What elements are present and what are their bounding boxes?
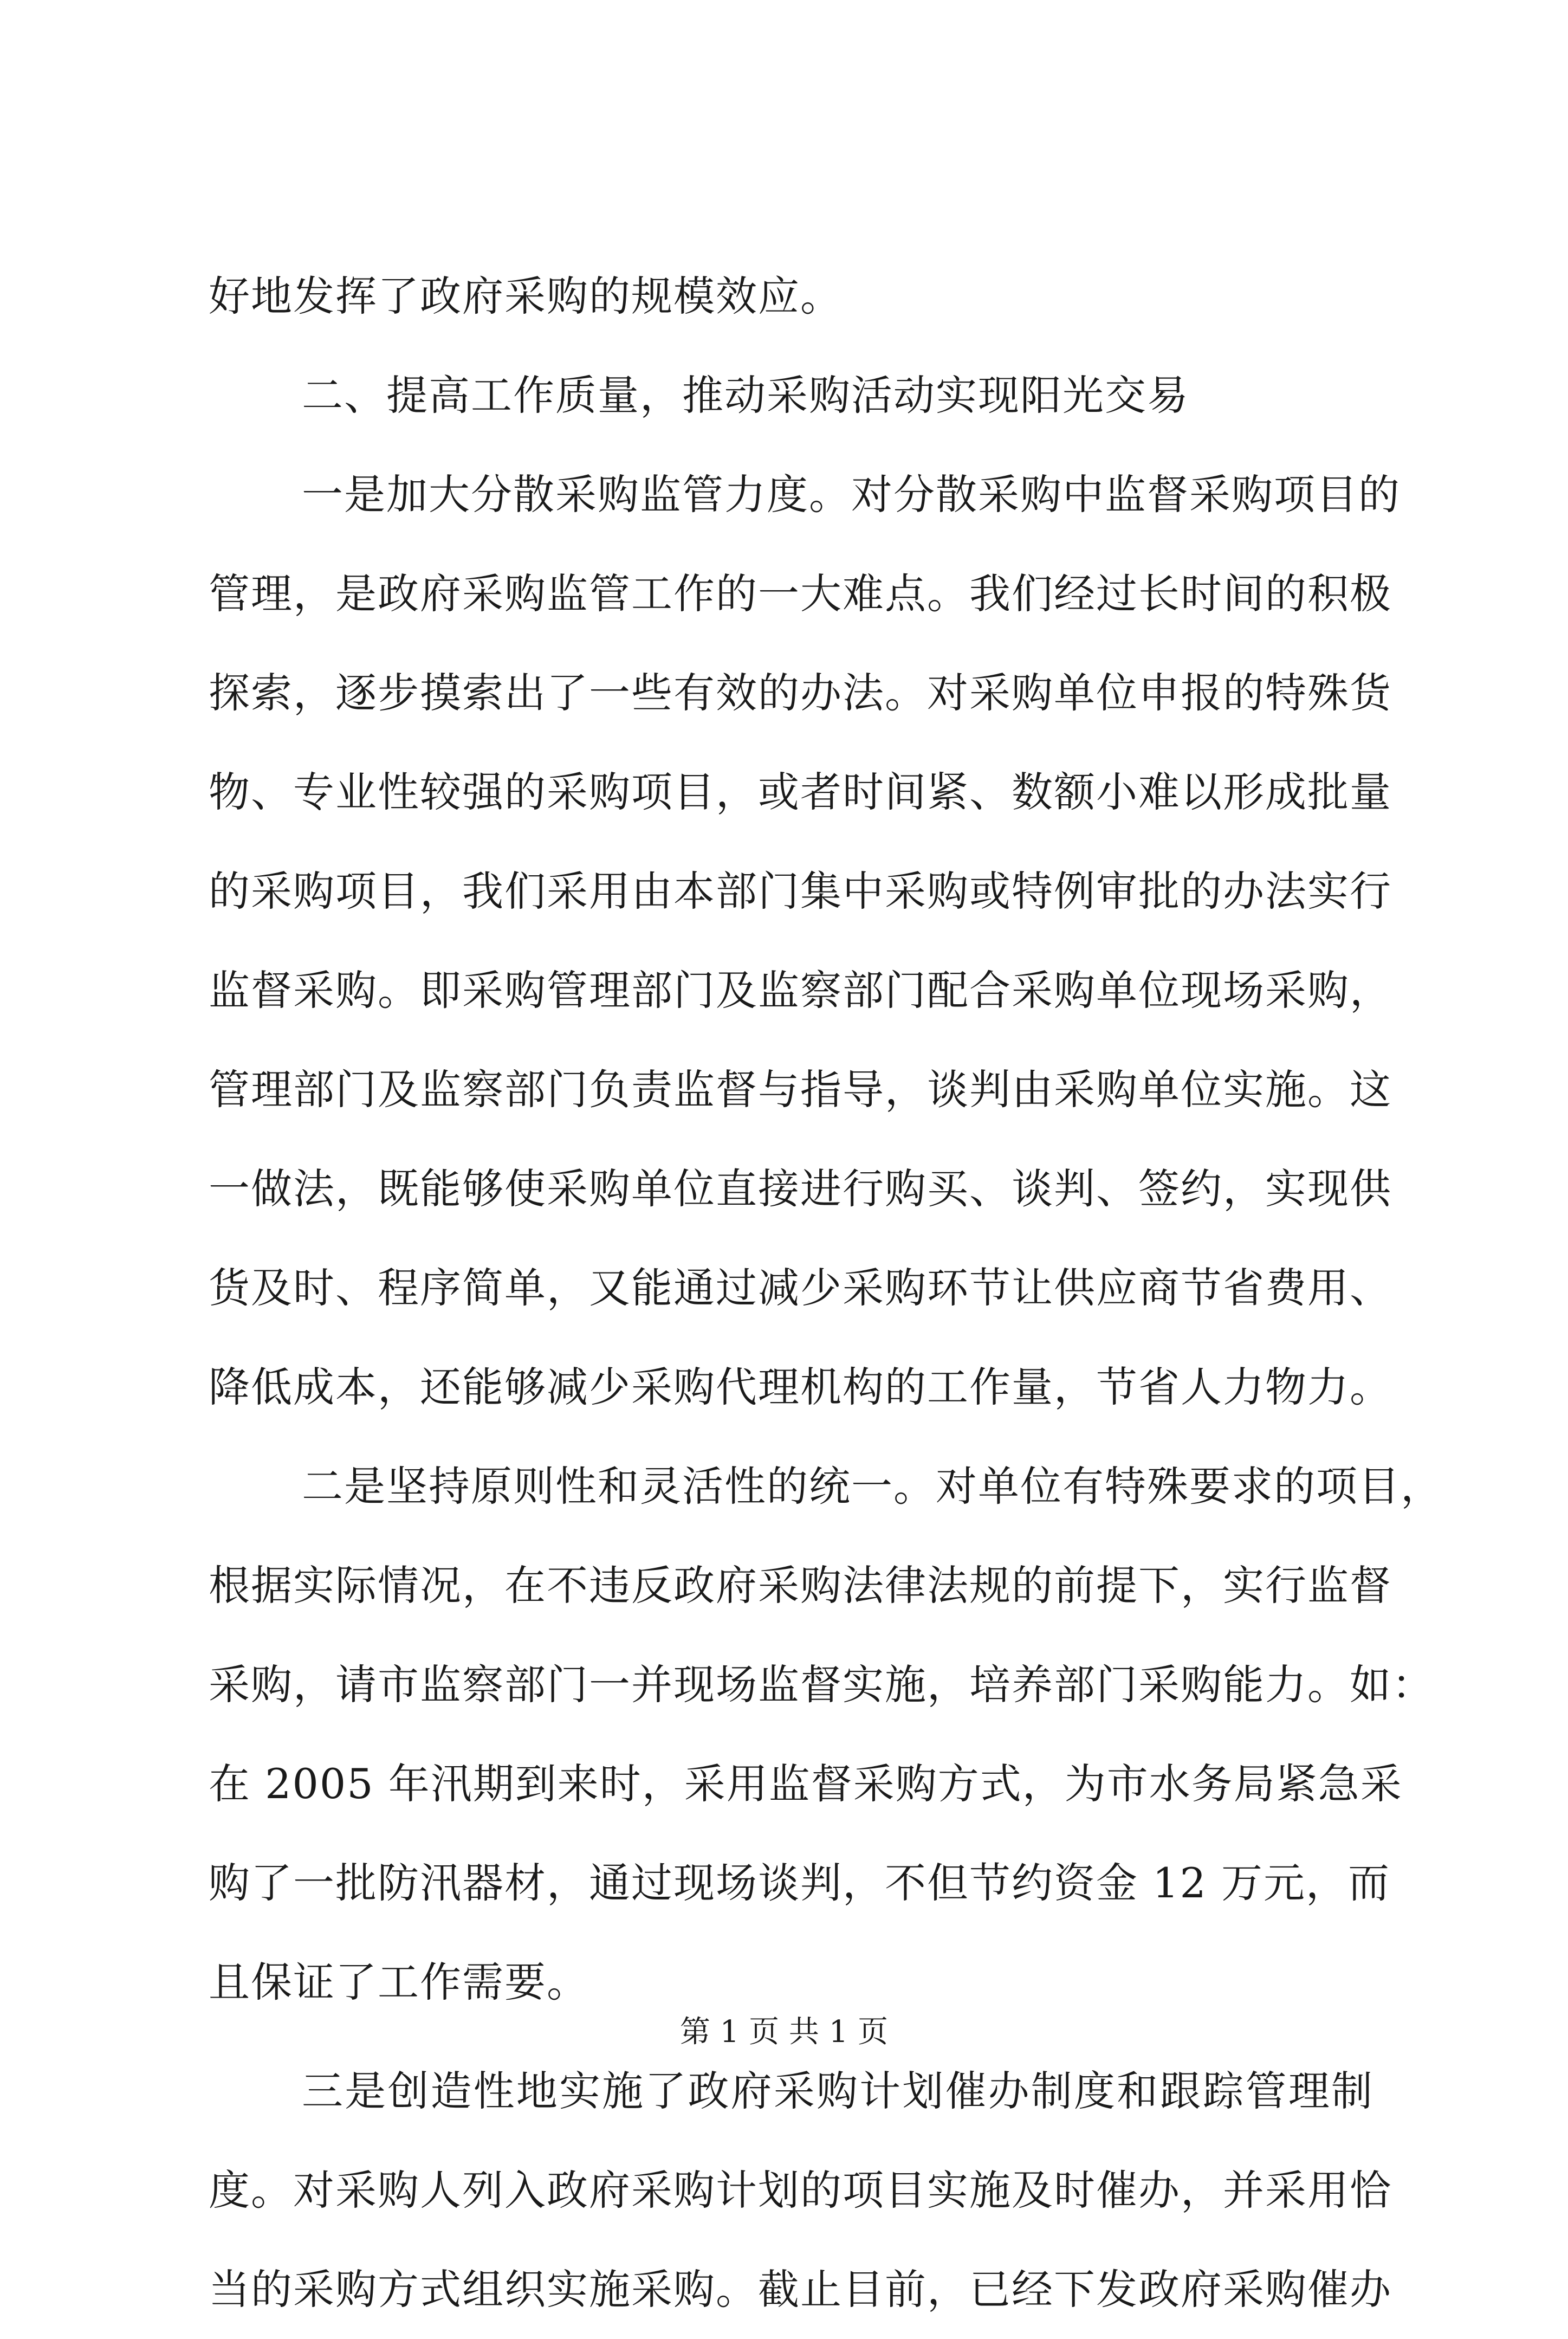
text-line: 好地发挥了政府采购的规模效应。 [209, 272, 843, 320]
paragraph-line: 降低成本，还能够减少采购代理机构的工作量，节省人力物力。 [209, 1363, 1392, 1411]
paragraph-line: 购了一批防汛器材，通过现场谈判，不但节约资金 12 万元，而 [209, 1859, 1391, 1907]
paragraph-line: 在 2005 年汛期到来时，采用监督采购方式，为市水务局紧急采 [209, 1760, 1403, 1808]
paragraph-line: 管理部门及监察部门负责监督与指导，谈判由采购单位实施。这 [209, 1065, 1392, 1114]
paragraph-line: 探索，逐步摸索出了一些有效的办法。对采购单位申报的特殊货 [209, 669, 1392, 717]
paragraph-line: 度。对采购人列入政府采购计划的项目实施及时催办，并采用恰 [209, 2166, 1392, 2214]
paragraph-line: 监督采购。即采购管理部门及监察部门配合采购单位现场采购， [209, 966, 1392, 1015]
paragraph-line: 且保证了工作需要。 [209, 1958, 589, 2006]
paragraph-line: 二是坚持原则性和灵活性的统一。对单位有特殊要求的项目， [302, 1462, 1443, 1510]
paragraph-line: 一是加大分散采购监管力度。对分散采购中监督采购项目的 [302, 470, 1401, 519]
paragraph-line: 当的采购方式组织实施采购。截止目前，已经下发政府采购催办 [209, 2265, 1392, 2314]
page-footer: 第 1 页 共 1 页 [679, 2014, 889, 2050]
paragraph-line: 三是创造性地实施了政府采购计划催办制度和跟踪管理制 [302, 2067, 1373, 2115]
paragraph-line: 的采购项目，我们采用由本部门集中采购或特例审批的办法实行 [209, 867, 1392, 915]
paragraph-line: 采购，请市监察部门一并现场监督实施，培养部门采购能力。如： [209, 1660, 1434, 1709]
paragraph-line: 一做法，既能够使采购单位直接进行购买、谈判、签约，实现供 [209, 1165, 1392, 1213]
paragraph-line: 物、专业性较强的采购项目，或者时间紧、数额小难以形成批量 [209, 768, 1392, 816]
paragraph-line: 管理，是政府采购监管工作的一大难点。我们经过长时间的积极 [209, 570, 1392, 618]
paragraph-line: 根据实际情况，在不违反政府采购法律法规的前提下，实行监督 [209, 1561, 1392, 1610]
section-heading: 二、提高工作质量，推动采购活动实现阳光交易 [302, 371, 1189, 419]
paragraph-line: 货及时、程序简单，又能通过减少采购环节让供应商节省费用、 [209, 1264, 1392, 1312]
